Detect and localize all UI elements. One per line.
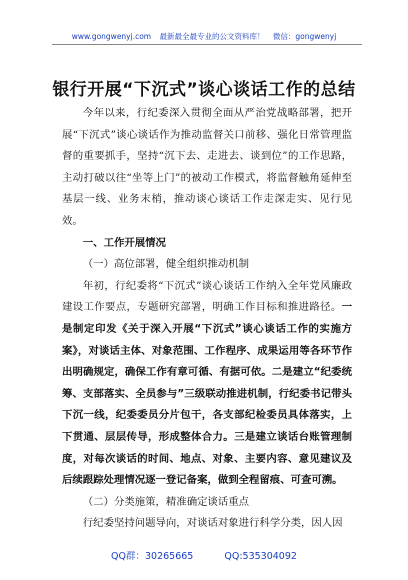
document-body xyxy=(62,103,352,535)
body-paragraph-2 xyxy=(62,276,352,492)
paragraph-2-text: 年初，行纪委将“下沉式”谈心谈话工作纳入全年党风廉政建设工作要点，专题研究部署，明确工作目标和推进路径。 xyxy=(62,279,352,314)
subsection-heading-1: （一）高位部署，健全组织推动机制 xyxy=(82,258,250,271)
page-footer xyxy=(0,548,408,562)
page-header xyxy=(0,31,408,42)
intro-paragraph: 今年以来，行纪委深入贯彻全面从严治党战略部署，把开展“下沉式”谈心谈话作为推动监督关口前移、强化日常管理监督的重要抓手，坚持“沉下去、走进去、谈到位”的工作思路，主动打破以往“坐等上门”的被动工作模式，将监督触角延伸至基层一线、业务末梢，推动谈心谈话工作走深走实、见行见效。 xyxy=(62,107,352,227)
section-heading: 一、工作开展情况 xyxy=(82,236,166,249)
document-title: 银行开展“下沉式”谈心谈话工作的总结 xyxy=(52,80,356,100)
subsection-heading-2: （二）分类施策，精准确定谈话重点 xyxy=(82,495,250,508)
header-slogan: 最新最全最专业的公文资料库！ xyxy=(159,32,265,41)
header-divider xyxy=(52,44,362,45)
body-paragraph-3: 行纪委坚持问题导向，对谈话对象进行科学分类，因人因 xyxy=(82,517,343,530)
header-site: www.gongwenyj.com xyxy=(71,32,152,41)
header-wechat: 微信：gongwenyj xyxy=(272,32,337,41)
footer-qq: QQ:535304092 xyxy=(224,551,297,562)
paragraph-2-bold-text: 一是制定印发《关于深入开展“下沉式”谈心谈话工作的实施方案》，对谈话主体、对象范围、工作程序、成果运用等各环节作出明确规定，确保工作有章可循、有据可依。二是建立“纪委统筹、支部落实、全员参与”三级联动推进机制，行纪委书记带头下沉一线，纪委委员分片包干，各支部纪检委员具体落实，上下贯通、层层传导，形成整体合力。三是建立谈话台账管理制度，对每次谈话的时间、地点、对象、主要内容、意见建议及后续跟踪处理情况逐一登记备案，做到全程留痕、可查可溯。 xyxy=(62,301,352,487)
footer-qq-group: QQ群：30265665 xyxy=(111,551,194,562)
